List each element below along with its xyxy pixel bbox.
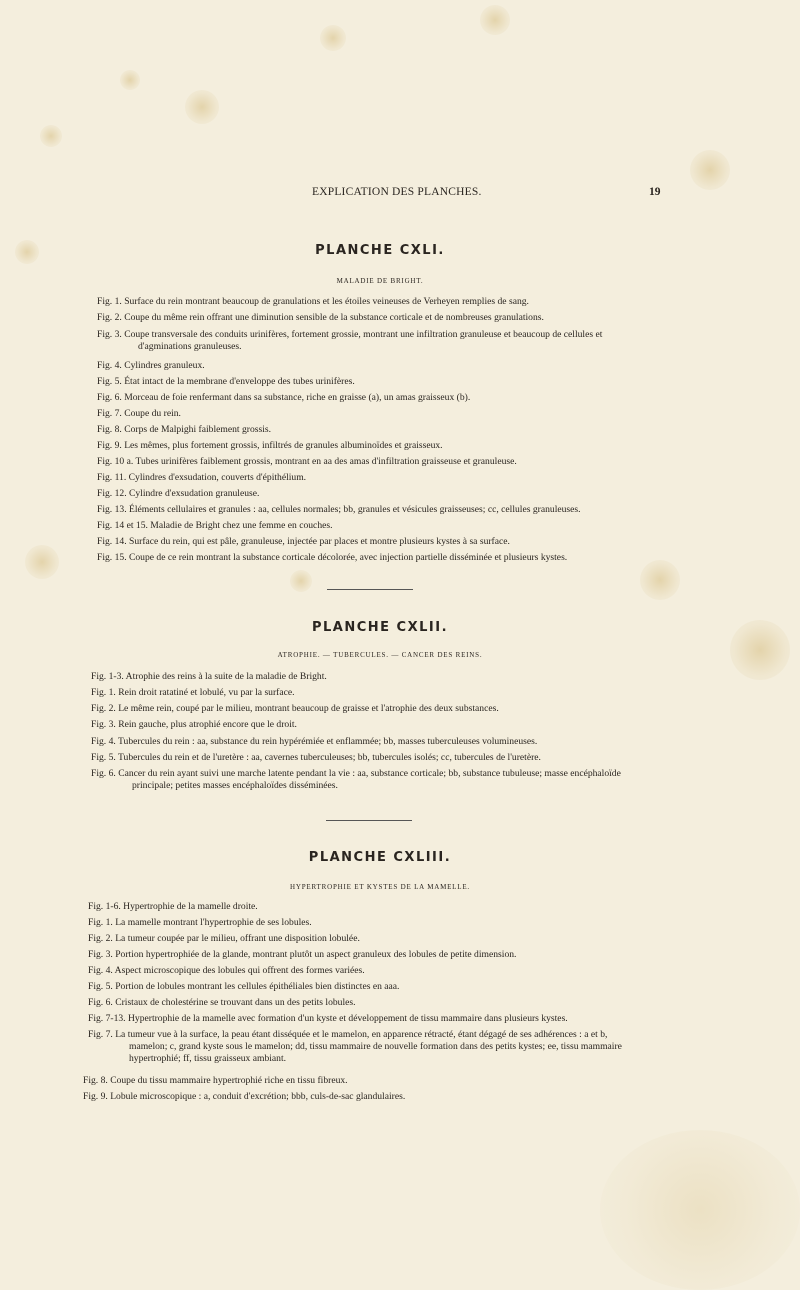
figure-caption — [88, 1029, 622, 1065]
figure-caption: Fig. 2. Coupe du même rein offrant une diminution sensible de la substance corticale et de nombreuses granulations. — [97, 312, 544, 323]
figure-caption: Fig. 1-3. Atrophie des reins à la suite de la maladie de Bright. — [91, 671, 327, 682]
foxing-spot — [120, 70, 140, 90]
plate-subtitle: HYPERTROPHIE ET KYSTES DE LA MAMELLE. — [290, 883, 470, 891]
running-header — [0, 186, 800, 202]
figure-caption — [91, 768, 621, 792]
figure-caption: Fig. 5. Tubercules du rein et de l'uretère : aa, cavernes tuberculeuses; bb, tubercules isolés; cc, tubercules de l'uretère. — [91, 752, 541, 763]
figure-caption: Fig. 7. Coupe du rein. — [97, 408, 181, 419]
figure-caption-continuation: d'agminations granuleuses. — [138, 341, 242, 352]
figure-caption — [97, 329, 602, 353]
figure-caption: Fig. 1-6. Hypertrophie de la mamelle droite. — [88, 901, 258, 912]
figure-caption: Fig. 1. La mamelle montrant l'hypertrophie de ses lobules. — [88, 917, 312, 928]
figure-caption: Fig. 1. Surface du rein montrant beaucoup de granulations et les étoiles veineuses de Verheyen remplies de sang. — [97, 296, 529, 307]
figure-caption: Fig. 7-13. Hypertrophie de la mamelle avec formation d'un kyste et développement de tissu mammaire dans plusieurs kystes. — [88, 1013, 568, 1024]
section-divider — [326, 820, 412, 821]
foxing-spot — [600, 1130, 800, 1290]
figure-caption: Fig. 4. Cylindres granuleux. — [97, 360, 205, 371]
foxing-spot — [320, 25, 346, 51]
figure-caption: Fig. 5. Portion de lobules montrant les cellules épithéliales bien distinctes en aaa. — [88, 981, 400, 992]
figure-caption: Fig. 10 a. Tubes urinifères faiblement grossis, montrant en aa des amas d'infiltration graisseuse et granuleuse. — [97, 456, 517, 467]
page-number: 19 — [649, 186, 661, 198]
figure-caption: Fig. 6. Morceau de foie renfermant dans sa substance, riche en graisse (a), un amas graisseux (b). — [97, 392, 471, 403]
figure-caption: Fig. 14 et 15. Maladie de Bright chez une femme en couches. — [97, 520, 333, 531]
figure-caption: Fig. 15. Coupe de ce rein montrant la substance corticale décolorée, avec injection partielle disséminée et plusieurs kystes. — [97, 552, 568, 563]
figure-caption-continuation: mamelon; c, grand kyste sous le mamelon; dd, tissu mammaire de nouvelle formation dans des petits kystes; ee, tissu mammaire — [129, 1041, 622, 1052]
running-title: EXPLICATION DES PLANCHES. — [312, 186, 482, 198]
figure-caption: Fig. 2. Le même rein, coupé par le milieu, montrant beaucoup de graisse et l'atrophie des deux substances. — [91, 703, 499, 714]
plate-subtitle: ATROPHIE. — TUBERCULES. — CANCER DES REINS. — [277, 651, 483, 659]
foxing-spot — [185, 90, 219, 124]
foxing-spot — [290, 570, 312, 592]
foxing-spot — [690, 150, 730, 190]
plate-title: PLANCHE CXLIII. — [308, 850, 452, 865]
figure-caption: Fig. 3. Portion hypertrophiée de la glande, montrant plutôt un aspect granuleux des lobules de petite dimension. — [88, 949, 517, 960]
section-divider — [327, 589, 413, 590]
plate-title: PLANCHE CXLI. — [315, 243, 445, 258]
figure-caption: Fig. 8. Coupe du tissu mammaire hypertrophié riche en tissu fibreux. — [83, 1075, 348, 1086]
figure-caption: Fig. 8. Corps de Malpighi faiblement grossis. — [97, 424, 272, 435]
figure-caption: Fig. 4. Aspect microscopique des lobules qui offrent des formes variées. — [88, 965, 365, 976]
figure-caption: Fig. 4. Tubercules du rein : aa, substance du rein hypérémiée et enflammée; bb, masses tuberculeuses volumineuses. — [91, 736, 538, 747]
figure-caption: Fig. 9. Les mêmes, plus fortement grossis, infiltrés de granules albuminoïdes et graisseux. — [97, 440, 443, 451]
figure-caption-continuation: hypertrophié; ff, tissu graisseux ambiant. — [129, 1053, 287, 1064]
foxing-spot — [480, 5, 510, 35]
figure-caption: Fig. 9. Lobule microscopique : a, conduit d'excrétion; bbb, culs-de-sac glandulaires. — [83, 1091, 406, 1102]
figure-caption-continuation: principale; petites masses encéphaloïdes disséminées. — [132, 780, 338, 791]
figure-caption: Fig. 6. Cristaux de cholestérine se trouvant dans un des petits lobules. — [88, 997, 356, 1008]
figure-caption-line: Fig. 3. Coupe transversale des conduits urinifères, fortement grossie, montrant une infiltration granuleuse et beaucoup de cellules et — [97, 329, 603, 340]
figure-caption-line: Fig. 6. Cancer du rein ayant suivi une marche latente pendant la vie : aa, substance corticale; bb, substance tubuleuse; masse encéphaloïde — [91, 768, 621, 779]
figure-caption: Fig. 11. Cylindres d'exsudation, couverts d'épithélium. — [97, 472, 307, 483]
figure-caption: Fig. 2. La tumeur coupée par le milieu, offrant une disposition lobulée. — [88, 933, 360, 944]
figure-caption: Fig. 3. Rein gauche, plus atrophié encore que le droit. — [91, 719, 297, 730]
figure-caption: Fig. 14. Surface du rein, qui est pâle, granuleuse, injectée par places et montre plusieurs kystes à sa surface. — [97, 536, 510, 547]
foxing-spot — [640, 560, 680, 600]
figure-caption: Fig. 13. Éléments cellulaires et granules : aa, cellules normales; bb, granules et vésicules graisseuses; cc, cellules granuleuses. — [97, 504, 581, 515]
foxing-spot — [25, 545, 59, 579]
plate-title: PLANCHE CXLII. — [311, 620, 449, 635]
figure-caption: Fig. 12. Cylindre d'exsudation granuleuse. — [97, 488, 260, 499]
plate-subtitle: MALADIE DE BRIGHT. — [336, 277, 424, 285]
figure-caption: Fig. 5. État intact de la membrane d'enveloppe des tubes urinifères. — [97, 376, 355, 387]
figure-caption: Fig. 1. Rein droit ratatiné et lobulé, vu par la surface. — [91, 687, 295, 698]
figure-caption-line: Fig. 7. La tumeur vue à la surface, la peau étant disséquée et le mamelon, en apparence rétracté, étant dégagé de ses adhérences : a et b, — [88, 1029, 608, 1040]
foxing-spot — [40, 125, 62, 147]
